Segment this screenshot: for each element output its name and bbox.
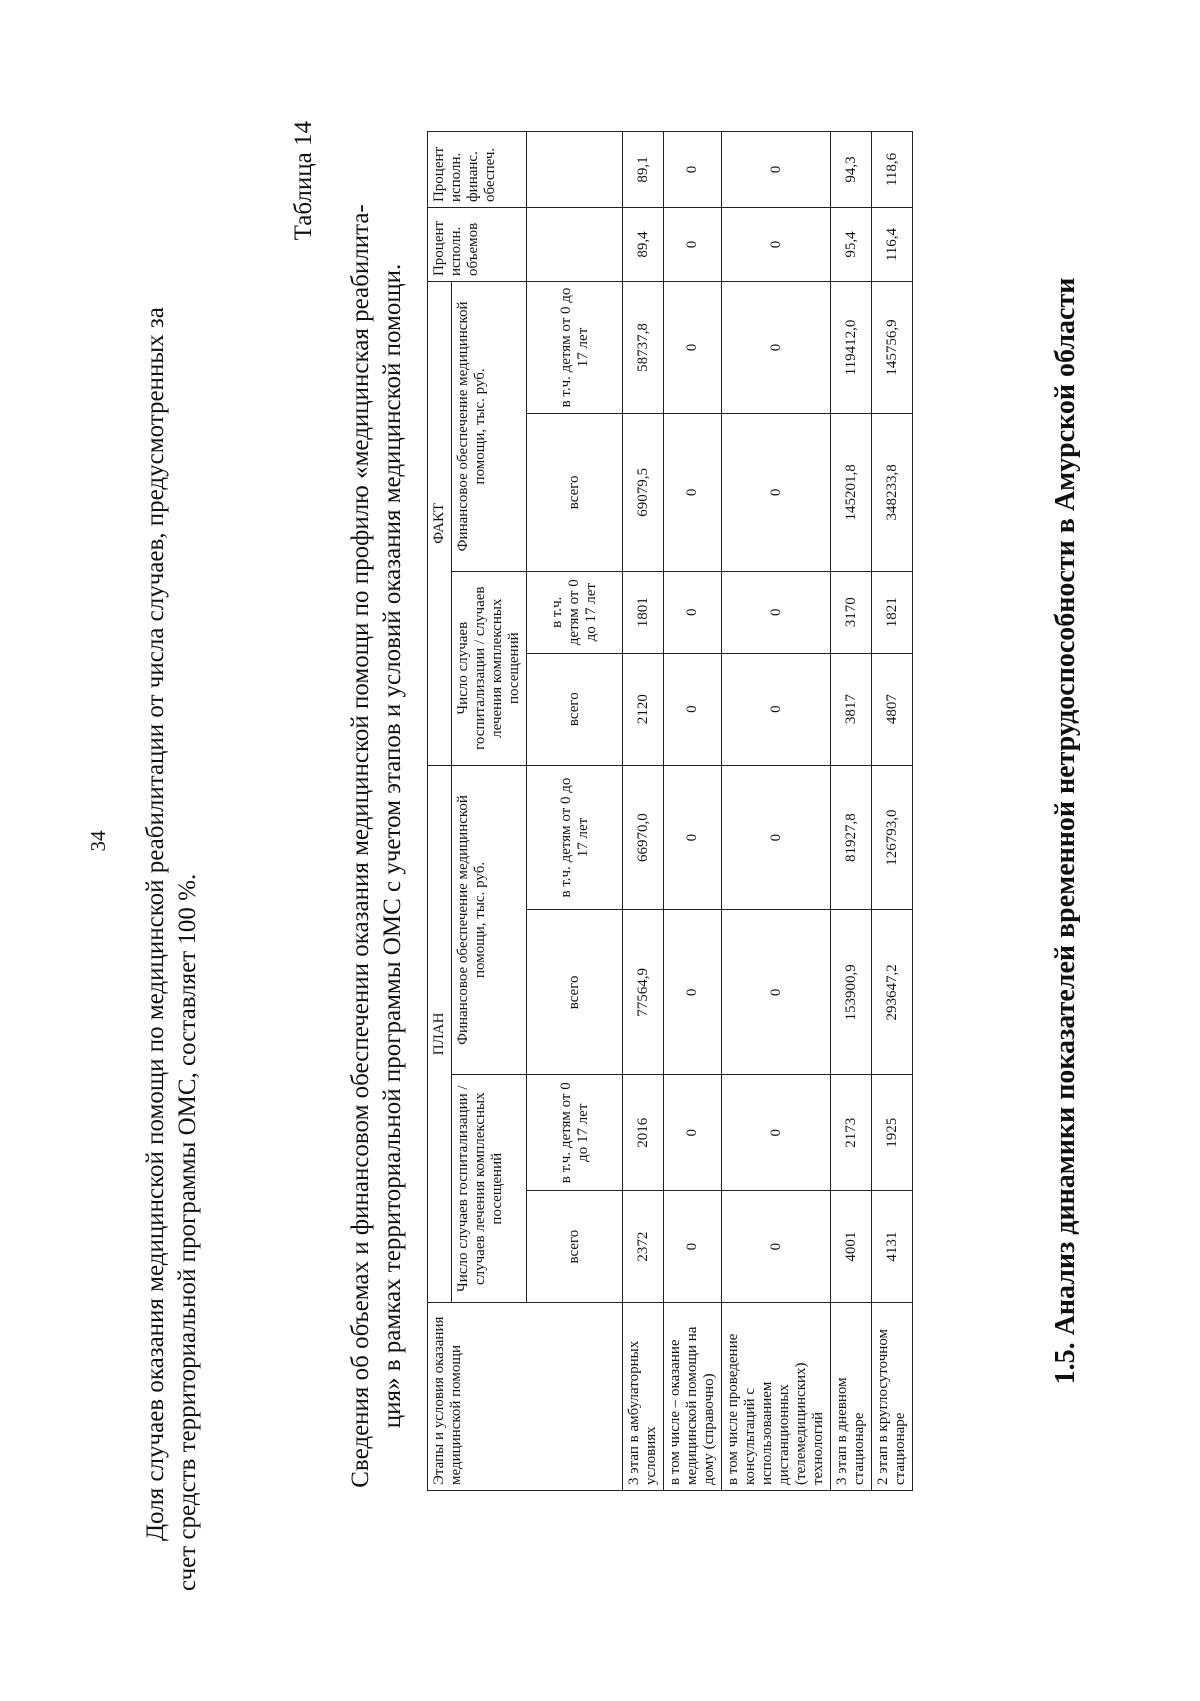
cell-plan-cases-children: 0 xyxy=(722,1075,831,1191)
cell-fact-fin-children: 0 xyxy=(664,282,722,414)
table-row xyxy=(623,132,664,1491)
row-stage: 3 этап в амбулаторных условиях xyxy=(623,1303,664,1491)
table-row xyxy=(872,132,913,1491)
caption-line-2: ция» в рамках территориальной программы ОМС с учетом этапов и условий оказания медицинской помощи. xyxy=(379,263,406,1429)
header-row-2 xyxy=(452,132,527,1491)
cell-plan-fin-total: 77564,9 xyxy=(623,910,664,1075)
header-fact-cases: Число случаев госпитализации / случаев лечения комплексных посещений xyxy=(452,571,527,765)
table-caption xyxy=(345,151,409,1541)
header-pct-finance-blank xyxy=(527,132,623,208)
cell-fact-fin-children: 145756,9 xyxy=(872,282,913,414)
row-stage: в том числе проведение консультаций с использованием дистанционных (телемедицинских) технологий xyxy=(722,1303,831,1491)
row-stage: 2 этап в круглосуточном стационаре xyxy=(872,1303,913,1491)
cell-fact-fin-total: 348233,8 xyxy=(872,413,913,571)
cell-plan-fin-children: 0 xyxy=(664,765,722,910)
header-fact-cases-children: в т.ч. детям от 0 до 17 лет xyxy=(527,571,623,653)
cell-plan-cases-total: 0 xyxy=(722,1191,831,1303)
cell-fact-cases-total: 4807 xyxy=(872,653,913,765)
cell-pct-volume: 89,4 xyxy=(623,208,664,282)
cell-plan-cases-children: 2173 xyxy=(831,1075,872,1191)
table-row xyxy=(664,132,722,1491)
cell-plan-fin-total: 0 xyxy=(664,910,722,1075)
header-plan-fin-children: в т.ч. детям от 0 до 17 лет xyxy=(527,765,623,910)
cell-plan-fin-total: 0 xyxy=(722,910,831,1075)
cell-fact-fin-children: 0 xyxy=(722,282,831,414)
cell-plan-fin-total: 153900,9 xyxy=(831,910,872,1075)
cell-fact-cases-children: 0 xyxy=(722,571,831,653)
cell-plan-fin-children: 81927,8 xyxy=(831,765,872,910)
header-plan: ПЛАН xyxy=(428,765,452,1302)
header-pct-volume: Процент исполн. объемов xyxy=(428,208,527,282)
header-pct-volume-blank xyxy=(527,208,623,282)
cell-plan-cases-total: 4001 xyxy=(831,1191,872,1303)
header-row-1 xyxy=(428,132,452,1491)
intro-line-2: счет средств территориальной программы ОМС, составляет 100 %. xyxy=(174,873,201,1591)
cell-fact-fin-children: 58737,8 xyxy=(623,282,664,414)
header-fact-fin-total: всего xyxy=(527,413,623,571)
cell-fact-cases-total: 0 xyxy=(664,653,722,765)
cell-pct-finance: 94,3 xyxy=(831,132,872,208)
header-fact-finance: Финансовое обеспечение медицинской помощи, тыс. руб. xyxy=(452,282,527,572)
intro-paragraph xyxy=(140,91,204,1591)
rehabilitation-table xyxy=(427,131,913,1491)
cell-fact-cases-total: 2120 xyxy=(623,653,664,765)
header-plan-cases: Число случаев госпитализации / случаев лечения комплексных посещений xyxy=(452,1075,527,1303)
cell-pct-finance: 118,6 xyxy=(872,132,913,208)
page-number: 34 xyxy=(86,830,110,852)
cell-fact-cases-total: 3817 xyxy=(831,653,872,765)
cell-plan-cases-total: 4131 xyxy=(872,1191,913,1303)
header-fact: ФАКТ xyxy=(428,282,452,766)
header-fact-fin-children: в т.ч. детям от 0 до 17 лет xyxy=(527,282,623,414)
cell-pct-finance: 89,1 xyxy=(623,132,664,208)
row-stage: в том числе – оказание медицинской помощи на дому (справочно) xyxy=(664,1303,722,1491)
cell-fact-cases-children: 0 xyxy=(664,571,722,653)
row-stage: 3 этап в дневном стационаре xyxy=(831,1303,872,1491)
cell-pct-volume: 0 xyxy=(722,208,831,282)
cell-plan-cases-total: 2372 xyxy=(623,1191,664,1303)
cell-fact-cases-children: 1821 xyxy=(872,571,913,653)
table-row xyxy=(722,132,831,1491)
header-plan-fin-total: всего xyxy=(527,910,623,1075)
cell-fact-cases-children: 1801 xyxy=(623,571,664,653)
header-plan-finance: Финансовое обеспечение медицинской помощи, тыс. руб. xyxy=(452,765,527,1075)
cell-plan-fin-children: 0 xyxy=(722,765,831,910)
intro-line-1: Доля случаев оказания медицинской помощи по медицинской реабилитации от числа случаев, предусмотренных за xyxy=(142,307,169,1541)
cell-fact-cases-children: 3170 xyxy=(831,571,872,653)
header-row-3 xyxy=(527,132,623,1491)
cell-fact-fin-total: 145201,8 xyxy=(831,413,872,571)
cell-plan-cases-children: 2016 xyxy=(623,1075,664,1191)
cell-plan-cases-children: 0 xyxy=(664,1075,722,1191)
table-row xyxy=(831,132,872,1491)
header-pct-finance: Процент исполн. финанс. обеспеч. xyxy=(428,132,527,208)
cell-fact-fin-total: 69079,5 xyxy=(623,413,664,571)
header-plan-cases-total: всего xyxy=(527,1191,623,1303)
cell-fact-fin-total: 0 xyxy=(722,413,831,571)
cell-pct-volume: 95,4 xyxy=(831,208,872,282)
cell-pct-volume: 0 xyxy=(664,208,722,282)
cell-plan-fin-children: 66970,0 xyxy=(623,765,664,910)
cell-pct-volume: 116,4 xyxy=(872,208,913,282)
cell-pct-finance: 0 xyxy=(722,132,831,208)
header-plan-cases-children: в т.ч. детям от 0 до 17 лет xyxy=(527,1075,623,1191)
header-fact-cases-total: всего xyxy=(527,653,623,765)
cell-fact-fin-children: 119412,0 xyxy=(831,282,872,414)
caption-line-1: Сведения об объемах и финансовом обеспечении оказания медицинской помощи по профилю «медицинская реабилита- xyxy=(347,204,374,1488)
header-stage: Этапы и условия оказания медицинской помощи xyxy=(428,1303,623,1491)
section-heading: 1.5. Анализ динамики показателей временной нетрудоспособности в Амурской области xyxy=(1050,277,1081,1385)
cell-plan-fin-total: 293647,2 xyxy=(872,910,913,1075)
cell-fact-fin-total: 0 xyxy=(664,413,722,571)
cell-plan-fin-children: 126793,0 xyxy=(872,765,913,910)
cell-plan-cases-total: 0 xyxy=(664,1191,722,1303)
cell-fact-cases-total: 0 xyxy=(722,653,831,765)
cell-plan-cases-children: 1925 xyxy=(872,1075,913,1191)
cell-pct-finance: 0 xyxy=(664,132,722,208)
table-label: Таблица 14 xyxy=(290,121,317,241)
